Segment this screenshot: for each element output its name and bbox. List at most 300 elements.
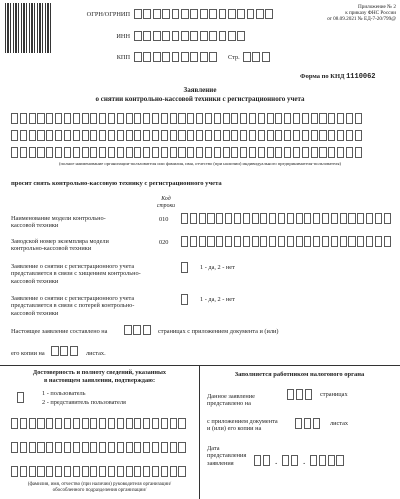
input-cell[interactable]	[252, 236, 259, 247]
input-cell[interactable]	[126, 418, 133, 429]
input-cell[interactable]	[223, 130, 230, 141]
input-cell[interactable]	[366, 236, 373, 247]
input-cell[interactable]	[267, 147, 274, 158]
input-cell[interactable]	[172, 31, 180, 41]
input-cell[interactable]	[207, 213, 214, 224]
input-cell[interactable]	[162, 31, 170, 41]
input-cell[interactable]	[262, 52, 270, 62]
input-cell[interactable]	[258, 113, 265, 124]
input-cell[interactable]	[340, 236, 347, 247]
input-cell[interactable]	[228, 9, 236, 19]
input-cell[interactable]	[126, 113, 133, 124]
input-cell[interactable]	[209, 52, 217, 62]
input-cell[interactable]	[207, 236, 214, 247]
input-cell[interactable]	[46, 442, 53, 453]
input-cell[interactable]	[82, 418, 89, 429]
input-cell[interactable]	[170, 418, 177, 429]
input-cell[interactable]	[134, 442, 141, 453]
input-cell[interactable]	[237, 9, 245, 19]
input-cell[interactable]	[249, 147, 256, 158]
input-cell[interactable]	[153, 9, 161, 19]
input-cell[interactable]	[29, 130, 36, 141]
page-number-field[interactable]	[243, 52, 271, 62]
input-cell[interactable]	[293, 130, 300, 141]
input-cell[interactable]	[117, 130, 124, 141]
input-cell[interactable]	[304, 213, 311, 224]
signer-name-row-1[interactable]	[11, 418, 187, 429]
input-cell[interactable]	[265, 9, 273, 19]
input-cell[interactable]	[302, 130, 309, 141]
input-cell[interactable]	[11, 130, 18, 141]
input-cell[interactable]	[161, 147, 168, 158]
input-cell[interactable]	[322, 213, 329, 224]
input-cell[interactable]	[260, 236, 267, 247]
input-cell[interactable]	[20, 113, 27, 124]
input-cell[interactable]	[287, 389, 294, 400]
input-cell[interactable]	[55, 130, 62, 141]
input-cell[interactable]	[82, 466, 89, 477]
input-cell[interactable]	[366, 213, 373, 224]
input-cell[interactable]	[143, 466, 150, 477]
input-cell[interactable]	[216, 213, 223, 224]
input-cell[interactable]	[64, 442, 71, 453]
input-cell[interactable]	[375, 213, 382, 224]
input-cell[interactable]	[46, 130, 53, 141]
input-cell[interactable]	[260, 213, 267, 224]
input-cell[interactable]	[55, 442, 62, 453]
input-cell[interactable]	[319, 147, 326, 158]
input-cell[interactable]	[20, 147, 27, 158]
input-cell[interactable]	[29, 147, 36, 158]
input-cell[interactable]	[126, 466, 133, 477]
input-cell[interactable]	[73, 442, 80, 453]
input-cell[interactable]	[190, 31, 198, 41]
date-year-field[interactable]	[310, 455, 345, 466]
input-cell[interactable]	[134, 31, 142, 41]
input-cell[interactable]	[296, 236, 303, 247]
input-cell[interactable]	[90, 442, 97, 453]
input-cell[interactable]	[55, 147, 62, 158]
input-cell[interactable]	[384, 213, 391, 224]
input-cell[interactable]	[357, 213, 364, 224]
input-cell[interactable]	[64, 130, 71, 141]
input-cell[interactable]	[225, 213, 232, 224]
input-cell[interactable]	[293, 113, 300, 124]
ogrn-field[interactable]	[134, 9, 275, 19]
input-cell[interactable]	[20, 130, 27, 141]
input-cell[interactable]	[134, 466, 141, 477]
input-cell[interactable]	[384, 236, 391, 247]
input-cell[interactable]	[284, 147, 291, 158]
input-cell[interactable]	[252, 213, 259, 224]
input-cell[interactable]	[346, 130, 353, 141]
input-cell[interactable]	[117, 442, 124, 453]
input-cell[interactable]	[152, 147, 159, 158]
input-cell[interactable]	[126, 130, 133, 141]
input-cell[interactable]	[340, 213, 347, 224]
input-cell[interactable]	[73, 147, 80, 158]
input-cell[interactable]	[355, 147, 362, 158]
input-cell[interactable]	[258, 147, 265, 158]
date-day-field[interactable]	[254, 455, 272, 466]
input-cell[interactable]	[328, 113, 335, 124]
input-cell[interactable]	[73, 130, 80, 141]
input-cell[interactable]	[214, 113, 221, 124]
input-cell[interactable]	[161, 130, 168, 141]
input-cell[interactable]	[162, 9, 170, 19]
received-copies-field[interactable]	[295, 418, 321, 429]
input-cell[interactable]	[348, 213, 355, 224]
input-cell[interactable]	[133, 325, 141, 335]
copies-count-field[interactable]	[51, 346, 79, 356]
input-cell[interactable]	[99, 466, 106, 477]
input-cell[interactable]	[55, 466, 62, 477]
input-cell[interactable]	[205, 147, 212, 158]
org-name-row-2[interactable]	[11, 130, 364, 141]
input-cell[interactable]	[319, 113, 326, 124]
input-cell[interactable]	[99, 113, 106, 124]
input-cell[interactable]	[152, 130, 159, 141]
input-cell[interactable]	[170, 113, 177, 124]
input-cell[interactable]	[29, 466, 36, 477]
input-cell[interactable]	[117, 113, 124, 124]
input-cell[interactable]	[196, 130, 203, 141]
input-cell[interactable]	[143, 130, 150, 141]
input-cell[interactable]	[296, 213, 303, 224]
input-cell[interactable]	[153, 31, 161, 41]
input-cell[interactable]	[214, 130, 221, 141]
input-cell[interactable]	[73, 466, 80, 477]
input-cell[interactable]	[51, 346, 59, 356]
input-cell[interactable]	[209, 9, 217, 19]
model-field[interactable]	[181, 213, 393, 224]
input-cell[interactable]	[124, 325, 132, 335]
date-month-field[interactable]	[282, 455, 300, 466]
input-cell[interactable]	[73, 113, 80, 124]
org-name-row-3[interactable]	[11, 147, 364, 158]
signer-name-row-2[interactable]	[11, 442, 187, 453]
input-cell[interactable]	[223, 113, 230, 124]
input-cell[interactable]	[267, 113, 274, 124]
input-cell[interactable]	[199, 213, 206, 224]
input-cell[interactable]	[190, 236, 197, 247]
input-cell[interactable]	[170, 466, 177, 477]
input-cell[interactable]	[161, 466, 168, 477]
input-cell[interactable]	[190, 52, 198, 62]
input-cell[interactable]	[304, 236, 311, 247]
input-cell[interactable]	[29, 113, 36, 124]
input-cell[interactable]	[108, 113, 115, 124]
input-cell[interactable]	[20, 466, 27, 477]
input-cell[interactable]	[46, 466, 53, 477]
input-cell[interactable]	[249, 113, 256, 124]
input-cell[interactable]	[82, 130, 89, 141]
input-cell[interactable]	[313, 418, 320, 429]
input-cell[interactable]	[287, 213, 294, 224]
input-cell[interactable]	[55, 418, 62, 429]
input-cell[interactable]	[37, 466, 44, 477]
input-cell[interactable]	[337, 147, 344, 158]
input-cell[interactable]	[90, 418, 97, 429]
input-cell[interactable]	[172, 9, 180, 19]
input-cell[interactable]	[240, 130, 247, 141]
input-cell[interactable]	[161, 418, 168, 429]
input-cell[interactable]	[181, 236, 188, 247]
input-cell[interactable]	[20, 418, 27, 429]
input-cell[interactable]	[90, 466, 97, 477]
signer-name-row-3[interactable]	[11, 466, 187, 477]
input-cell[interactable]	[134, 52, 142, 62]
input-cell[interactable]	[117, 418, 124, 429]
input-cell[interactable]	[284, 130, 291, 141]
input-cell[interactable]	[152, 466, 159, 477]
input-cell[interactable]	[331, 236, 338, 247]
input-cell[interactable]	[126, 442, 133, 453]
input-cell[interactable]	[302, 113, 309, 124]
input-cell[interactable]	[258, 130, 265, 141]
input-cell[interactable]	[178, 442, 185, 453]
input-cell[interactable]	[234, 236, 241, 247]
input-cell[interactable]	[178, 130, 185, 141]
input-cell[interactable]	[37, 418, 44, 429]
input-cell[interactable]	[143, 113, 150, 124]
input-cell[interactable]	[108, 418, 115, 429]
input-cell[interactable]	[46, 418, 53, 429]
input-cell[interactable]	[267, 130, 274, 141]
input-cell[interactable]	[231, 113, 238, 124]
input-cell[interactable]	[134, 147, 141, 158]
input-cell[interactable]	[108, 130, 115, 141]
input-cell[interactable]	[328, 147, 335, 158]
input-cell[interactable]	[375, 236, 382, 247]
input-cell[interactable]	[249, 130, 256, 141]
input-cell[interactable]	[181, 31, 189, 41]
input-cell[interactable]	[328, 130, 335, 141]
input-cell[interactable]	[37, 113, 44, 124]
input-cell[interactable]	[90, 130, 97, 141]
input-cell[interactable]	[70, 346, 78, 356]
input-cell[interactable]	[90, 113, 97, 124]
input-cell[interactable]	[187, 113, 194, 124]
input-cell[interactable]	[126, 147, 133, 158]
input-cell[interactable]	[355, 113, 362, 124]
loss-field[interactable]	[181, 294, 190, 305]
input-cell[interactable]	[269, 236, 276, 247]
input-cell[interactable]	[346, 147, 353, 158]
input-cell[interactable]	[143, 9, 151, 19]
input-cell[interactable]	[190, 213, 197, 224]
input-cell[interactable]	[143, 31, 151, 41]
input-cell[interactable]	[243, 236, 250, 247]
input-cell[interactable]	[219, 9, 227, 19]
input-cell[interactable]	[108, 466, 115, 477]
input-cell[interactable]	[46, 113, 53, 124]
input-cell[interactable]	[37, 147, 44, 158]
input-cell[interactable]	[134, 130, 141, 141]
input-cell[interactable]	[152, 442, 159, 453]
input-cell[interactable]	[11, 418, 18, 429]
input-cell[interactable]	[331, 213, 338, 224]
input-cell[interactable]	[134, 418, 141, 429]
input-cell[interactable]	[275, 130, 282, 141]
input-cell[interactable]	[357, 236, 364, 247]
input-cell[interactable]	[143, 325, 151, 335]
input-cell[interactable]	[196, 113, 203, 124]
input-cell[interactable]	[90, 147, 97, 158]
input-cell[interactable]	[337, 130, 344, 141]
input-cell[interactable]	[287, 236, 294, 247]
input-cell[interactable]	[313, 236, 320, 247]
input-cell[interactable]	[295, 418, 302, 429]
input-cell[interactable]	[187, 147, 194, 158]
input-cell[interactable]	[319, 130, 326, 141]
input-cell[interactable]	[346, 113, 353, 124]
serial-field[interactable]	[181, 236, 393, 247]
input-cell[interactable]	[153, 52, 161, 62]
input-cell[interactable]	[60, 346, 68, 356]
input-cell[interactable]	[205, 113, 212, 124]
input-cell[interactable]	[11, 113, 18, 124]
input-cell[interactable]	[200, 52, 208, 62]
input-cell[interactable]	[108, 442, 115, 453]
input-cell[interactable]	[64, 147, 71, 158]
input-cell[interactable]	[305, 389, 312, 400]
input-cell[interactable]	[29, 442, 36, 453]
input-cell[interactable]	[199, 236, 206, 247]
signer-type-field[interactable]	[17, 392, 26, 403]
input-cell[interactable]	[82, 442, 89, 453]
input-cell[interactable]	[304, 418, 311, 429]
input-cell[interactable]	[205, 130, 212, 141]
input-cell[interactable]	[178, 113, 185, 124]
input-cell[interactable]	[293, 147, 300, 158]
input-cell[interactable]	[284, 113, 291, 124]
input-cell[interactable]	[99, 130, 106, 141]
input-cell[interactable]	[143, 52, 151, 62]
input-cell[interactable]	[278, 236, 285, 247]
input-cell[interactable]	[172, 52, 180, 62]
input-cell[interactable]	[348, 236, 355, 247]
input-cell[interactable]	[181, 9, 189, 19]
input-cell[interactable]	[161, 113, 168, 124]
input-cell[interactable]	[219, 31, 227, 41]
input-cell[interactable]	[64, 418, 71, 429]
input-cell[interactable]	[99, 442, 106, 453]
input-cell[interactable]	[170, 442, 177, 453]
input-cell[interactable]	[178, 147, 185, 158]
pages-count-field[interactable]	[124, 325, 152, 335]
input-cell[interactable]	[243, 213, 250, 224]
input-cell[interactable]	[11, 442, 18, 453]
input-cell[interactable]	[322, 236, 329, 247]
input-cell[interactable]	[143, 418, 150, 429]
input-cell[interactable]	[243, 52, 251, 62]
input-cell[interactable]	[46, 147, 53, 158]
input-cell[interactable]	[161, 442, 168, 453]
input-cell[interactable]	[117, 147, 124, 158]
input-cell[interactable]	[223, 147, 230, 158]
input-cell[interactable]	[11, 466, 18, 477]
input-cell[interactable]	[29, 418, 36, 429]
input-cell[interactable]	[311, 113, 318, 124]
input-cell[interactable]	[11, 147, 18, 158]
input-cell[interactable]	[278, 213, 285, 224]
received-pages-field[interactable]	[287, 389, 313, 400]
input-cell[interactable]	[337, 113, 344, 124]
input-cell[interactable]	[99, 418, 106, 429]
input-cell[interactable]	[82, 113, 89, 124]
input-cell[interactable]	[152, 418, 159, 429]
kpp-field[interactable]	[134, 52, 219, 62]
input-cell[interactable]	[313, 213, 320, 224]
input-cell[interactable]	[311, 147, 318, 158]
input-cell[interactable]	[37, 442, 44, 453]
input-cell[interactable]	[64, 113, 71, 124]
input-cell[interactable]	[143, 442, 150, 453]
input-cell[interactable]	[82, 147, 89, 158]
input-cell[interactable]	[143, 147, 150, 158]
input-cell[interactable]	[190, 9, 198, 19]
input-cell[interactable]	[256, 9, 264, 19]
inn-field[interactable]	[134, 31, 247, 41]
input-cell[interactable]	[200, 9, 208, 19]
input-cell[interactable]	[73, 418, 80, 429]
input-cell[interactable]	[170, 147, 177, 158]
input-cell[interactable]	[187, 130, 194, 141]
input-cell[interactable]	[134, 113, 141, 124]
input-cell[interactable]	[117, 466, 124, 477]
input-cell[interactable]	[275, 147, 282, 158]
input-cell[interactable]	[196, 147, 203, 158]
org-name-row-1[interactable]	[11, 113, 364, 124]
input-cell[interactable]	[181, 52, 189, 62]
theft-field[interactable]	[181, 262, 190, 273]
input-cell[interactable]	[269, 213, 276, 224]
input-cell[interactable]	[252, 52, 260, 62]
input-cell[interactable]	[302, 147, 309, 158]
input-cell[interactable]	[228, 31, 236, 41]
input-cell[interactable]	[64, 466, 71, 477]
input-cell[interactable]	[240, 147, 247, 158]
input-cell[interactable]	[181, 213, 188, 224]
input-cell[interactable]	[225, 236, 232, 247]
input-cell[interactable]	[55, 113, 62, 124]
input-cell[interactable]	[162, 52, 170, 62]
input-cell[interactable]	[237, 31, 245, 41]
input-cell[interactable]	[178, 418, 185, 429]
input-cell[interactable]	[234, 213, 241, 224]
input-cell[interactable]	[37, 130, 44, 141]
input-cell[interactable]	[231, 147, 238, 158]
input-cell[interactable]	[355, 130, 362, 141]
input-cell[interactable]	[296, 389, 303, 400]
input-cell[interactable]	[178, 466, 185, 477]
input-cell[interactable]	[247, 9, 255, 19]
input-cell[interactable]	[134, 9, 142, 19]
input-cell[interactable]	[20, 442, 27, 453]
input-cell[interactable]	[200, 31, 208, 41]
input-cell[interactable]	[99, 147, 106, 158]
input-cell[interactable]	[152, 113, 159, 124]
input-cell[interactable]	[311, 130, 318, 141]
input-cell[interactable]	[170, 130, 177, 141]
input-cell[interactable]	[216, 236, 223, 247]
input-cell[interactable]	[231, 130, 238, 141]
input-cell[interactable]	[214, 147, 221, 158]
input-cell[interactable]	[209, 31, 217, 41]
input-cell[interactable]	[108, 147, 115, 158]
input-cell[interactable]	[240, 113, 247, 124]
